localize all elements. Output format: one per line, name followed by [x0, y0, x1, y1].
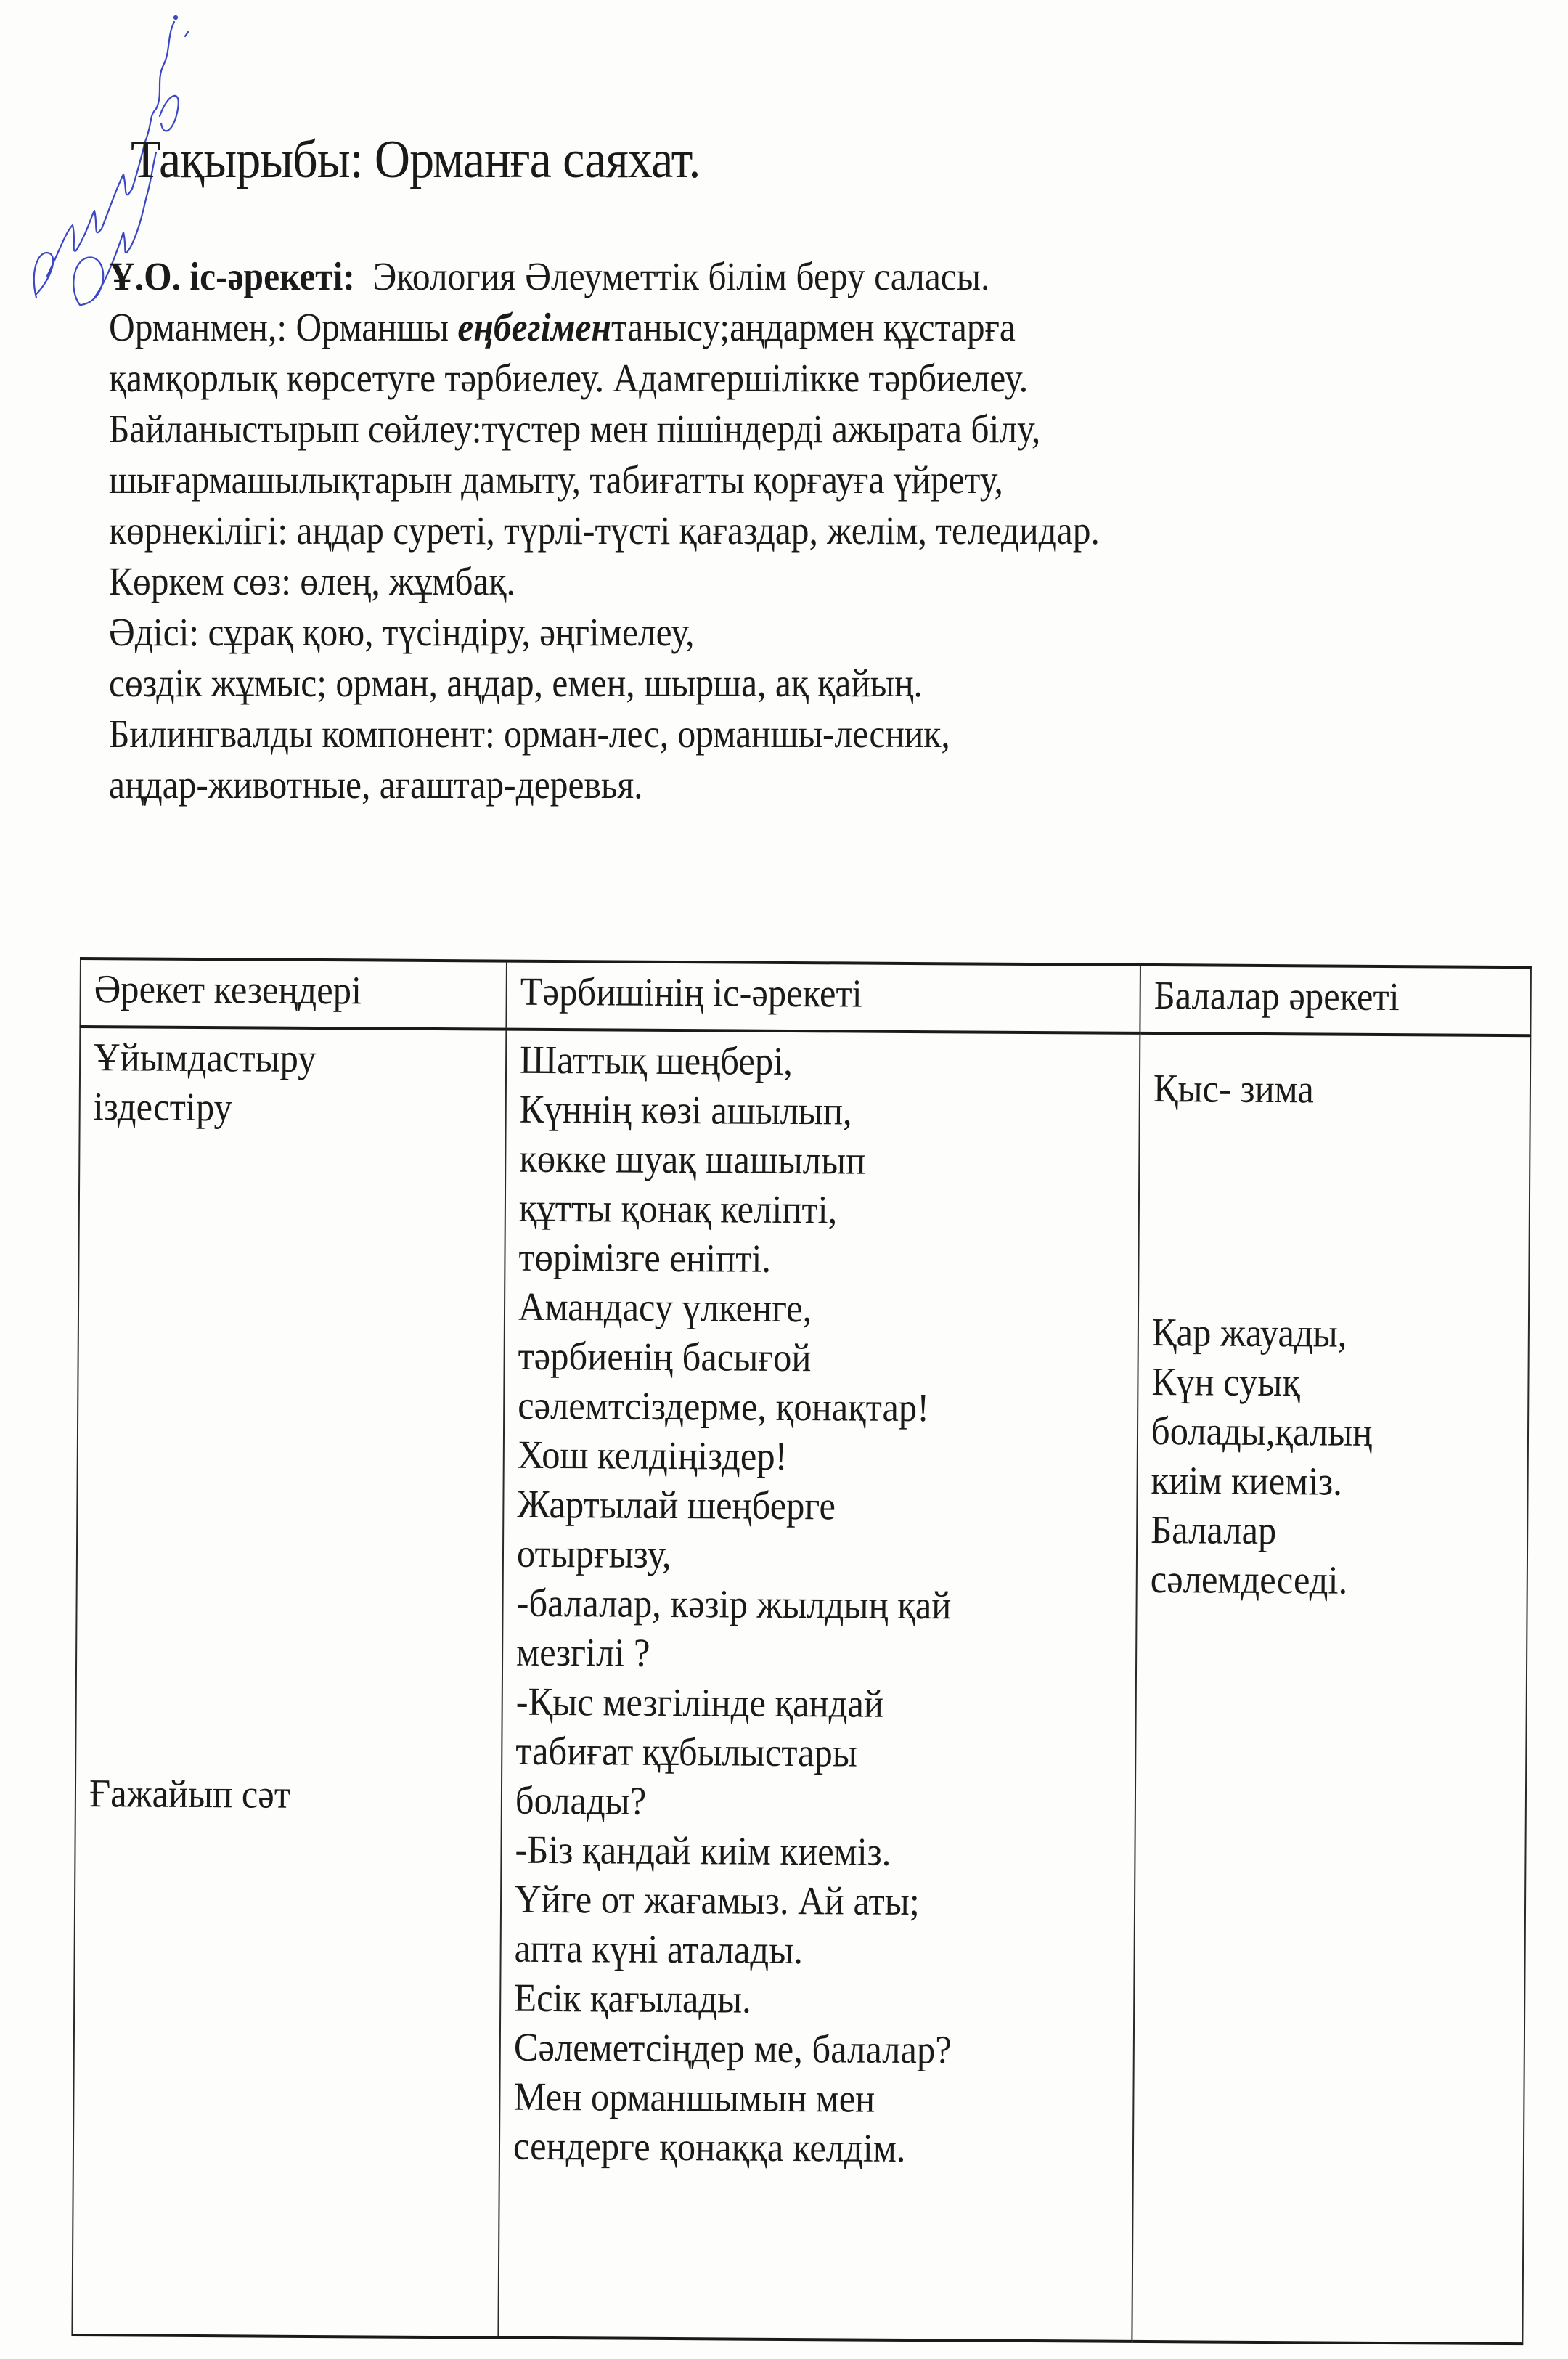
intro-line-methods: Әдісі: сұрақ қою, түсіндіру, әңгімелеу, [109, 610, 695, 654]
teacher-line: -балалар, кәзір жылдың қай [515, 1580, 952, 1628]
teacher-line: Амандасу үлкенге, [518, 1284, 812, 1331]
intro-line-vocabulary: сөздік жұмыс; орман, аңдар, емен, шырша, ақ қайың. [109, 661, 923, 705]
teacher-line: отырғызу, [516, 1531, 671, 1576]
children-line: Қар жауады, [1151, 1310, 1347, 1356]
intro-line-goal [109, 302, 1409, 353]
page-title: Тақырыбы: Орманға саяхат. [131, 130, 701, 190]
teacher-line: көкке шуақ шашылып [518, 1136, 865, 1183]
teacher-line: Күннің көзі ашылып, [519, 1086, 852, 1133]
table-row [72, 1027, 1530, 2344]
children-cell [1132, 1033, 1530, 2344]
teacher-line: Есік қағылады. [513, 1975, 751, 2021]
intro-line: шығармашылықтарын дамыту, табиғатты қорғауға үйрету, [109, 457, 1003, 502]
teacher-line: сәлемтсіздерме, қонақтар! [517, 1382, 929, 1430]
lesson-plan-table [71, 957, 1532, 2345]
intro-line-materials: көрнекілігі: аңдар суреті, түрлі-түсті қағаздар, желім, теледидар. [109, 508, 1100, 553]
goal-rest: танысу;аңдармен құстарға [611, 305, 1016, 349]
stage-label: іздестіру [93, 1084, 233, 1130]
teacher-line: Сәлеметсіңдер ме, балалар? [513, 2024, 952, 2072]
teacher-line: апта күні аталады. [514, 1926, 803, 1973]
intro-line: қамқорлық көрсетуге тәрбиелеу. Адамгершілікке тәрбиелеу. [109, 356, 1029, 400]
children-line: Қыс- зима [1153, 1066, 1314, 1112]
children-line: сәлемдеседі. [1150, 1557, 1348, 1602]
children-line: болады,қалың [1151, 1409, 1373, 1454]
teacher-line: табиғат құбылыстары [515, 1728, 857, 1775]
teacher-line: -Біз қандай киім киеміз. [514, 1827, 891, 1874]
intro-line-bilingual-cont: аңдар-животные, ағаштар-деревья. [109, 762, 643, 807]
column-header-stages: Әрекет кезеңдері [80, 958, 506, 1030]
children-line: Балалар [1150, 1507, 1277, 1553]
activity-label: Ұ.О. іс-әрекеті: [109, 254, 355, 298]
intro-line-literary: Көркем сөз: өлең, жұмбақ. [109, 559, 515, 603]
teacher-line: сендерге қонаққа келдім. [513, 2123, 906, 2170]
teacher-line: -Қыс мезгілінде қандай [515, 1679, 883, 1726]
teacher-line: Үйге от жағамыз. Ай аты; [514, 1876, 920, 1924]
children-line: Күн суық [1151, 1359, 1300, 1405]
teacher-line: төрімізге еніпті. [518, 1234, 771, 1281]
goal-emphasis: еңбегімен [457, 305, 611, 349]
intro-line-bilingual: Билингвалды компонент: орман-лес, орманшы-лесник, [109, 712, 950, 756]
column-header-children: Балалар әрекеті [1140, 965, 1531, 1035]
teacher-line: тәрбиенің басығой [518, 1333, 812, 1380]
teacher-line: Шаттық шеңбері, [519, 1037, 793, 1083]
activity-value: Экология Әлеуметтік білім беру саласы. [372, 254, 990, 298]
column-header-teacher: Тәрбишінің іс-әрекеті [506, 961, 1140, 1033]
stages-cell [72, 1027, 506, 2338]
stage-label: Ғажайып сәт [89, 1771, 291, 1817]
children-line: киім киеміз. [1151, 1458, 1342, 1504]
teacher-line: Хош келдіңіздер! [517, 1432, 788, 1478]
teacher-line: Мен орманшымын мен [513, 2074, 875, 2121]
teacher-cell [498, 1030, 1140, 2342]
stage-label: Ұйымдастыру [93, 1035, 317, 1080]
teacher-line: Жартылай шеңберге [516, 1481, 836, 1528]
intro-line: Байланыстырып сөйлеу:түстер мен пішіндерді ажырата білу, [109, 407, 1041, 451]
lesson-intro [109, 251, 1553, 810]
teacher-line: құтты қонақ келіпті, [518, 1185, 838, 1232]
table-header-row [80, 958, 1531, 1035]
goal-start: Орманмен,: Орманшы [109, 305, 458, 349]
teacher-line: болады? [515, 1777, 646, 1823]
teacher-line: мезгілі ? [515, 1629, 650, 1675]
intro-line-activity [109, 251, 1409, 302]
